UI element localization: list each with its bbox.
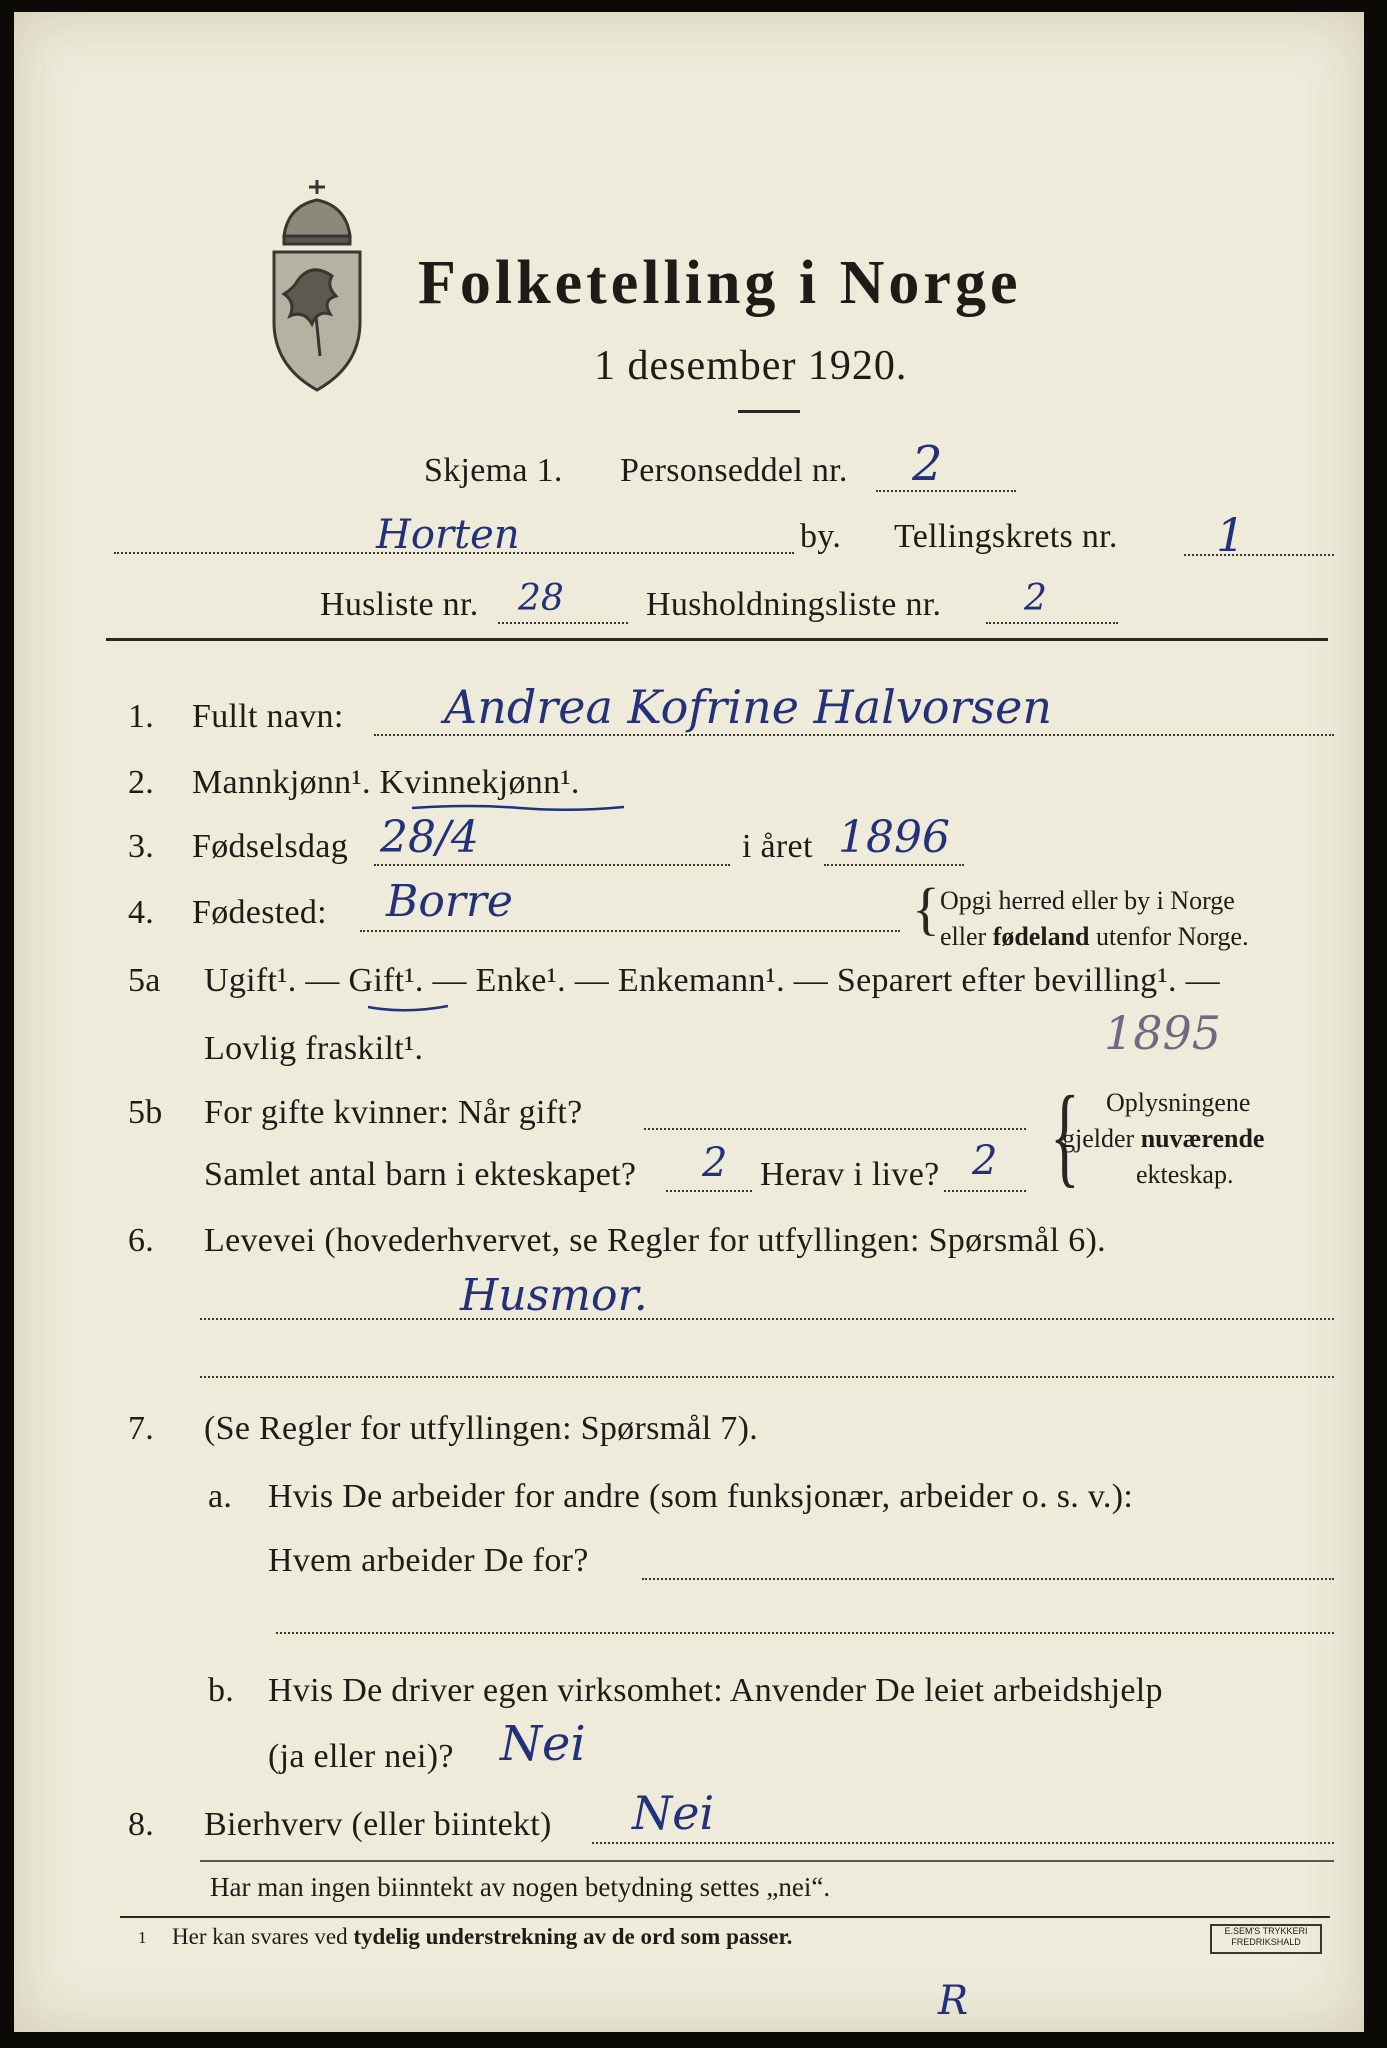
q4-note-line2	[940, 922, 1249, 952]
husholdningsliste-line	[986, 622, 1118, 624]
q1-value[interactable]: Andrea Kofrine Halvorsen	[444, 680, 1052, 734]
tellingskrets-line	[1184, 554, 1334, 556]
q5b-note-line3: ekteskap.	[1136, 1160, 1234, 1189]
personseddel-label: Personseddel nr.	[620, 452, 848, 489]
q8-label: Bierhverv (eller biintekt)	[204, 1806, 552, 1843]
q6-line2	[200, 1376, 1334, 1378]
printer-stamp-line2: FREDRIKSHALD	[1231, 1937, 1301, 1947]
q5b-label3: Herav i live?	[760, 1156, 940, 1193]
q7a-line-fill2	[276, 1632, 1334, 1634]
q6-value[interactable]: Husmor.	[460, 1270, 648, 1321]
footnote-divider	[120, 1916, 1330, 1918]
by-label: by.	[800, 518, 842, 555]
q7b-letter: b.	[208, 1672, 235, 1709]
q5b-live-value[interactable]: 2	[972, 1138, 998, 1184]
footnote-text-b: tydelig understrekning av de ord som passer.	[353, 1924, 793, 1949]
footnote-mark: 1	[138, 1928, 147, 1947]
by-value[interactable]: Horten	[376, 512, 520, 558]
q5b-note-line2-a: gjelder	[1062, 1124, 1141, 1153]
q3-year-line	[824, 864, 964, 866]
census-form	[14, 12, 1364, 2032]
q5a-line2: Lovlig fraskilt¹.	[204, 1030, 424, 1067]
q1-label: Fullt navn:	[192, 698, 344, 735]
q7-label: (Se Regler for utfyllingen: Spørsmål 7).	[204, 1410, 759, 1447]
form-title: Folketelling i Norge	[418, 249, 1022, 317]
q3-value[interactable]: 28/4	[380, 812, 479, 863]
q2-number: 2.	[128, 764, 155, 801]
title-divider	[738, 410, 800, 413]
footnote-text-a: Her kan svares ved	[172, 1924, 354, 1949]
q2-label: Mannkjønn¹. Kvinnekjønn¹.	[192, 764, 580, 801]
q1-line	[374, 734, 1334, 736]
q7a-line-fill1	[642, 1578, 1334, 1580]
q3-year-label: i året	[742, 828, 813, 865]
q7a-line2: Hvem arbeider De for?	[268, 1542, 589, 1579]
q4-note-line2-a: eller	[940, 922, 993, 951]
husliste-label: Husliste nr.	[320, 586, 479, 623]
q4-line	[360, 930, 900, 932]
q6-line1	[200, 1318, 1334, 1320]
q4-value[interactable]: Borre	[386, 876, 513, 927]
husliste-value[interactable]: 28	[518, 578, 564, 619]
q8-note: Har man ingen biinntekt av nogen betydning settes „nei“.	[210, 1872, 831, 1902]
husliste-line	[498, 622, 628, 624]
q7a-letter: a.	[208, 1478, 233, 1515]
coat-of-arms-icon	[254, 176, 380, 396]
q5b-label2: Samlet antal barn i ekteskapet?	[204, 1156, 637, 1193]
form-date: 1 desember 1920.	[594, 343, 908, 389]
q4-note-line2-b: fødeland	[992, 922, 1090, 951]
q6-label: Levevei (hovederhvervet, se Regler for utfyllingen: Spørsmål 6).	[204, 1222, 1106, 1259]
tellingskrets-value[interactable]: 1	[1216, 508, 1246, 562]
q5b-label1: For gifte kvinner: Når gift?	[204, 1094, 583, 1131]
q5b-note-line2-b: nuværende	[1140, 1124, 1265, 1153]
q4-note-line1: Opgi herred eller by i Norge	[940, 886, 1235, 915]
q5b-live-line	[944, 1190, 1026, 1192]
q5a-pencil-note: 1895	[1104, 1006, 1222, 1060]
q7a-line1: Hvis De arbeider for andre (som funksjonær, arbeider o. s. v.):	[268, 1478, 1134, 1515]
q8-rule	[200, 1860, 1334, 1862]
q5b-number: 5b	[128, 1094, 163, 1131]
printer-stamp	[1210, 1924, 1322, 1954]
personseddel-value[interactable]: 2	[912, 436, 943, 492]
q5b-brace: {	[1050, 1074, 1080, 1198]
q8-line	[592, 1842, 1334, 1844]
q5b-barn-line	[666, 1190, 752, 1192]
q3-year-value[interactable]: 1896	[838, 812, 950, 863]
q5b-note-line1: Oplysningene	[1106, 1088, 1251, 1117]
q4-brace: {	[912, 876, 940, 941]
q8-number: 8.	[128, 1806, 155, 1843]
skjema-label: Skjema 1.	[424, 452, 563, 489]
header-divider	[106, 638, 1328, 641]
personseddel-line	[876, 490, 1016, 492]
q7b-line2: (ja eller nei)?	[268, 1738, 454, 1775]
tellingskrets-label: Tellingskrets nr.	[894, 518, 1118, 555]
bottom-mark: R	[938, 1978, 969, 2024]
husholdningsliste-value[interactable]: 2	[1024, 578, 1047, 619]
q5a-number: 5a	[128, 962, 161, 999]
q3-label: Fødselsdag	[192, 828, 348, 865]
husholdningsliste-label: Husholdningsliste nr.	[646, 586, 942, 623]
q8-value[interactable]: Nei	[632, 1786, 715, 1840]
q7-number: 7.	[128, 1410, 155, 1447]
printer-stamp-line1: E.SEM'S TRYKKERI	[1224, 1926, 1308, 1936]
q6-number: 6.	[128, 1222, 155, 1259]
q4-note-line2-c: utenfor Norge.	[1089, 922, 1249, 951]
q3-line	[374, 864, 730, 866]
q3-number: 3.	[128, 828, 155, 865]
q4-number: 4.	[128, 894, 155, 931]
q5b-barn-value[interactable]: 2	[702, 1140, 728, 1186]
q5a-line1: Ugift¹. — Gift¹. — Enke¹. — Enkemann¹. — Separert efter bevilling¹. —	[204, 962, 1220, 999]
q7b-line1: Hvis De driver egen virksomhet: Anvender De leiet arbeidshjelp	[268, 1672, 1163, 1709]
q5b-gift-line	[644, 1128, 1026, 1130]
q7b-value[interactable]: Nei	[500, 1716, 586, 1772]
q1-number: 1.	[128, 698, 155, 735]
q4-label: Fødested:	[192, 894, 327, 931]
footnote-text	[172, 1924, 792, 1950]
gift-underline	[366, 1002, 450, 1016]
q5b-note-line2	[1062, 1124, 1264, 1154]
